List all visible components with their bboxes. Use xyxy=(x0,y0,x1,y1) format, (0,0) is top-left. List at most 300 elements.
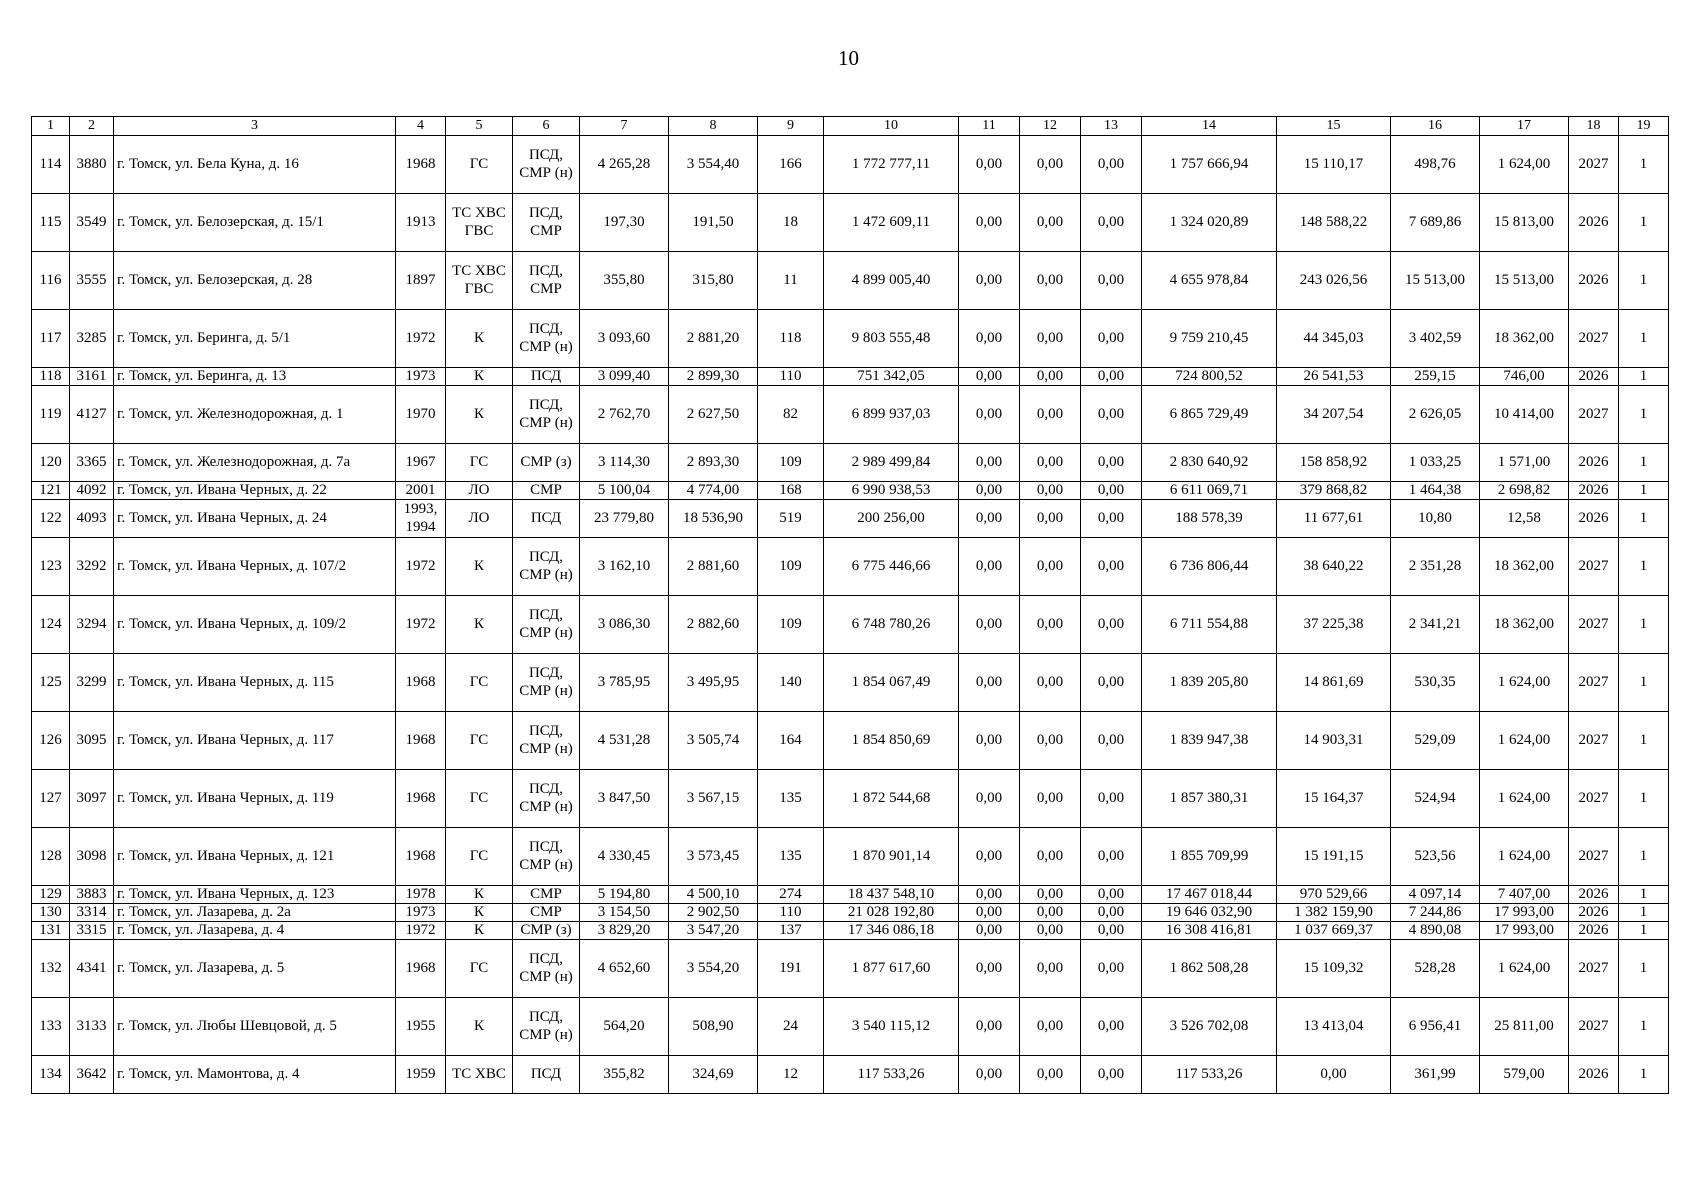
table-cell: 530,35 xyxy=(1391,654,1480,712)
table-cell: 9 803 555,48 xyxy=(824,310,959,368)
table-cell: 14 903,31 xyxy=(1277,712,1391,770)
table-cell: 1 xyxy=(1619,386,1669,444)
table-cell: 6 775 446,66 xyxy=(824,538,959,596)
table-cell: 17 993,00 xyxy=(1480,904,1569,922)
table-cell: СМР xyxy=(513,904,580,922)
table-cell: 1 xyxy=(1619,940,1669,998)
column-number-header: 18 xyxy=(1569,117,1619,136)
table-cell: 1972 xyxy=(396,538,446,596)
table-cell: 0,00 xyxy=(1081,482,1142,500)
page-number: 10 xyxy=(838,46,859,70)
table-cell: 0,00 xyxy=(1081,310,1142,368)
table-cell: 2027 xyxy=(1569,654,1619,712)
table-cell: 168 xyxy=(758,482,824,500)
table-cell: 3292 xyxy=(70,538,114,596)
table-cell: 140 xyxy=(758,654,824,712)
table-cell: 1 xyxy=(1619,310,1669,368)
table-cell: 1968 xyxy=(396,828,446,886)
table-cell: 0,00 xyxy=(1020,940,1081,998)
table-cell: 1 xyxy=(1619,596,1669,654)
table-cell: 2 882,60 xyxy=(669,596,758,654)
table-cell: 0,00 xyxy=(1081,136,1142,194)
table-cell: ПСД, СМР xyxy=(513,252,580,310)
table-cell: 2026 xyxy=(1569,444,1619,482)
table-cell: 0,00 xyxy=(1081,538,1142,596)
table-cell: ТС ХВС ГВС xyxy=(446,252,513,310)
table-cell: 1 xyxy=(1619,252,1669,310)
table-cell: 191 xyxy=(758,940,824,998)
table-cell: 1968 xyxy=(396,654,446,712)
table-cell: 10 414,00 xyxy=(1480,386,1569,444)
table-cell: 3 154,50 xyxy=(580,904,669,922)
table-cell: 7 407,00 xyxy=(1480,886,1569,904)
table-cell: 2027 xyxy=(1569,998,1619,1056)
table-cell: 1 854 850,69 xyxy=(824,712,959,770)
table-cell: 3 402,59 xyxy=(1391,310,1480,368)
table-cell: 0,00 xyxy=(1020,998,1081,1056)
table-cell: 1 839 205,80 xyxy=(1142,654,1277,712)
table-cell: 2027 xyxy=(1569,596,1619,654)
table-cell: 24 xyxy=(758,998,824,1056)
table-cell: 0,00 xyxy=(1081,922,1142,940)
table-cell: г. Томск, ул. Лазарева, д. 5 xyxy=(114,940,396,998)
table-cell: 0,00 xyxy=(959,904,1020,922)
table-cell: 118 xyxy=(758,310,824,368)
table-cell: 2 351,28 xyxy=(1391,538,1480,596)
table-body xyxy=(32,136,1669,1094)
table-cell: 0,00 xyxy=(959,500,1020,538)
table-row xyxy=(32,596,1669,654)
table-cell: ПСД, СМР (н) xyxy=(513,310,580,368)
table-row xyxy=(32,922,1669,940)
table-cell: 158 858,92 xyxy=(1277,444,1391,482)
table-cell: г. Томск, ул. Ивана Черных, д. 121 xyxy=(114,828,396,886)
table-cell: ГС xyxy=(446,940,513,998)
table-cell: ГС xyxy=(446,828,513,886)
table-cell: 0,00 xyxy=(1020,828,1081,886)
table-cell: 197,30 xyxy=(580,194,669,252)
table-cell: 0,00 xyxy=(959,940,1020,998)
table-cell: 1973 xyxy=(396,368,446,386)
table-cell: 133 xyxy=(32,998,70,1056)
table-cell: 2027 xyxy=(1569,770,1619,828)
table-cell: 15 164,37 xyxy=(1277,770,1391,828)
table-cell: 82 xyxy=(758,386,824,444)
table-cell: 3 785,95 xyxy=(580,654,669,712)
table-cell: 529,09 xyxy=(1391,712,1480,770)
table-cell: 2001 xyxy=(396,482,446,500)
table-cell: 1 854 067,49 xyxy=(824,654,959,712)
table-cell: 2026 xyxy=(1569,368,1619,386)
table-cell: 125 xyxy=(32,654,70,712)
table-cell: 0,00 xyxy=(1020,904,1081,922)
table-row xyxy=(32,444,1669,482)
table-cell: 1 877 617,60 xyxy=(824,940,959,998)
table-cell: 0,00 xyxy=(1081,252,1142,310)
table-cell: 0,00 xyxy=(959,310,1020,368)
column-number-header: 16 xyxy=(1391,117,1480,136)
table-cell: ГС xyxy=(446,654,513,712)
table-cell: 1 xyxy=(1619,500,1669,538)
table-cell: 0,00 xyxy=(1081,1056,1142,1094)
table-cell: 0,00 xyxy=(1020,596,1081,654)
table-cell: 0,00 xyxy=(1020,368,1081,386)
table-cell: 1 xyxy=(1619,770,1669,828)
table-cell: 0,00 xyxy=(1081,654,1142,712)
table-cell: 0,00 xyxy=(1020,500,1081,538)
table-cell: 0,00 xyxy=(959,654,1020,712)
table-cell: 0,00 xyxy=(1020,310,1081,368)
table-cell: 0,00 xyxy=(1020,1056,1081,1094)
table-cell: К xyxy=(446,368,513,386)
table-cell: 3 093,60 xyxy=(580,310,669,368)
table-cell: 3 847,50 xyxy=(580,770,669,828)
table-cell: 2026 xyxy=(1569,886,1619,904)
table-cell: 1 xyxy=(1619,998,1669,1056)
table-cell: 0,00 xyxy=(1081,940,1142,998)
table-cell: 110 xyxy=(758,904,824,922)
table-cell: 2027 xyxy=(1569,538,1619,596)
table-cell: 3 114,30 xyxy=(580,444,669,482)
table-cell: 2027 xyxy=(1569,828,1619,886)
table-cell: 5 100,04 xyxy=(580,482,669,500)
table-cell: 4 265,28 xyxy=(580,136,669,194)
table-cell: ПСД, СМР (н) xyxy=(513,770,580,828)
table-cell: 26 541,53 xyxy=(1277,368,1391,386)
table-cell: 3555 xyxy=(70,252,114,310)
table-row xyxy=(32,828,1669,886)
table-cell: 0,00 xyxy=(1020,194,1081,252)
column-number-header: 10 xyxy=(824,117,959,136)
table-cell: 132 xyxy=(32,940,70,998)
column-number-row xyxy=(32,117,1669,136)
table-cell: 188 578,39 xyxy=(1142,500,1277,538)
table-cell: ПСД, СМР (н) xyxy=(513,596,580,654)
table-cell: 0,00 xyxy=(959,886,1020,904)
table-cell: 3 829,20 xyxy=(580,922,669,940)
table-cell: 18 xyxy=(758,194,824,252)
table-cell: 3 495,95 xyxy=(669,654,758,712)
table-cell: 0,00 xyxy=(959,368,1020,386)
table-cell: 2027 xyxy=(1569,940,1619,998)
table-cell: 2 881,20 xyxy=(669,310,758,368)
table-cell: 2027 xyxy=(1569,712,1619,770)
table-cell: 0,00 xyxy=(1081,712,1142,770)
table-cell: 6 748 780,26 xyxy=(824,596,959,654)
table-cell: 0,00 xyxy=(1020,922,1081,940)
table-cell: 2 341,21 xyxy=(1391,596,1480,654)
table-cell: 12 xyxy=(758,1056,824,1094)
table-cell: ПСД, СМР (н) xyxy=(513,940,580,998)
table-cell: 2 627,50 xyxy=(669,386,758,444)
table-cell: 0,00 xyxy=(1020,886,1081,904)
table-cell: 121 xyxy=(32,482,70,500)
table-cell: 129 xyxy=(32,886,70,904)
table-cell: 259,15 xyxy=(1391,368,1480,386)
table-cell: ПСД, СМР (н) xyxy=(513,828,580,886)
table-cell: 3095 xyxy=(70,712,114,770)
table-cell: 191,50 xyxy=(669,194,758,252)
table-cell: г. Томск, ул. Беринга, д. 13 xyxy=(114,368,396,386)
table-cell: 1972 xyxy=(396,310,446,368)
table-cell: 1 037 669,37 xyxy=(1277,922,1391,940)
table-cell: 116 xyxy=(32,252,70,310)
table-cell: 0,00 xyxy=(959,538,1020,596)
table-cell: ПСД, СМР (н) xyxy=(513,712,580,770)
table-cell: ПСД, СМР (н) xyxy=(513,538,580,596)
table-cell: 1 xyxy=(1619,482,1669,500)
table-cell: 7 689,86 xyxy=(1391,194,1480,252)
table-cell: 1 624,00 xyxy=(1480,828,1569,886)
table-cell: 1959 xyxy=(396,1056,446,1094)
table-cell: г. Томск, ул. Белозерская, д. 15/1 xyxy=(114,194,396,252)
table-cell: 1968 xyxy=(396,940,446,998)
table-row xyxy=(32,654,1669,712)
column-number-header: 4 xyxy=(396,117,446,136)
table-cell: 3 554,20 xyxy=(669,940,758,998)
table-cell: 37 225,38 xyxy=(1277,596,1391,654)
table-cell: 4092 xyxy=(70,482,114,500)
table-cell: К xyxy=(446,998,513,1056)
table-cell: 110 xyxy=(758,368,824,386)
table-row xyxy=(32,500,1669,538)
table-cell: 2 698,82 xyxy=(1480,482,1569,500)
table-cell: 0,00 xyxy=(1081,194,1142,252)
table-cell: 4093 xyxy=(70,500,114,538)
table-cell: 4 655 978,84 xyxy=(1142,252,1277,310)
table-cell: 243 026,56 xyxy=(1277,252,1391,310)
table-cell: 0,00 xyxy=(1020,444,1081,482)
column-number-header: 19 xyxy=(1619,117,1669,136)
table-cell: 4 774,00 xyxy=(669,482,758,500)
table-cell: 17 467 018,44 xyxy=(1142,886,1277,904)
table-cell: 4 899 005,40 xyxy=(824,252,959,310)
table-cell: 1 472 609,11 xyxy=(824,194,959,252)
table-cell: г. Томск, ул. Бела Куна, д. 16 xyxy=(114,136,396,194)
table-cell: ПСД, СМР (н) xyxy=(513,136,580,194)
table-cell: 0,00 xyxy=(1081,386,1142,444)
table-cell: г. Томск, ул. Ивана Черных, д. 22 xyxy=(114,482,396,500)
table-cell: 508,90 xyxy=(669,998,758,1056)
table-cell: 1 xyxy=(1619,368,1669,386)
table-cell: 379 868,82 xyxy=(1277,482,1391,500)
table-cell: 15 109,32 xyxy=(1277,940,1391,998)
table-cell: 1968 xyxy=(396,136,446,194)
table-cell: г. Томск, ул. Ивана Черных, д. 115 xyxy=(114,654,396,712)
table-row xyxy=(32,940,1669,998)
table-cell: 18 536,90 xyxy=(669,500,758,538)
table-cell: 0,00 xyxy=(959,482,1020,500)
table-cell: 0,00 xyxy=(1020,252,1081,310)
table-cell: 6 865 729,49 xyxy=(1142,386,1277,444)
table-cell: 9 759 210,45 xyxy=(1142,310,1277,368)
table-cell: 109 xyxy=(758,538,824,596)
table-cell: 1968 xyxy=(396,712,446,770)
table-cell: 0,00 xyxy=(1277,1056,1391,1094)
column-number-header: 8 xyxy=(669,117,758,136)
table-cell: 3 567,15 xyxy=(669,770,758,828)
table-cell: 0,00 xyxy=(1081,500,1142,538)
table-cell: ТС ХВС xyxy=(446,1056,513,1094)
table-cell: 2 989 499,84 xyxy=(824,444,959,482)
table-cell: 564,20 xyxy=(580,998,669,1056)
table-cell: 1 624,00 xyxy=(1480,712,1569,770)
table-cell: 1967 xyxy=(396,444,446,482)
table-cell: 131 xyxy=(32,922,70,940)
table-cell: 18 362,00 xyxy=(1480,538,1569,596)
table-cell: К xyxy=(446,538,513,596)
table-cell: г. Томск, ул. Ивана Черных, д. 109/2 xyxy=(114,596,396,654)
table-cell: 4341 xyxy=(70,940,114,998)
table-cell: 117 533,26 xyxy=(1142,1056,1277,1094)
table-cell: 2026 xyxy=(1569,482,1619,500)
table-cell: 3133 xyxy=(70,998,114,1056)
table-row xyxy=(32,904,1669,922)
column-number-header: 14 xyxy=(1142,117,1277,136)
table-cell: 1 870 901,14 xyxy=(824,828,959,886)
table-cell: г. Томск, ул. Ивана Черных, д. 107/2 xyxy=(114,538,396,596)
table-cell: 0,00 xyxy=(959,770,1020,828)
table-cell: 1 857 380,31 xyxy=(1142,770,1277,828)
table-cell: 4 097,14 xyxy=(1391,886,1480,904)
table-cell: 13 413,04 xyxy=(1277,998,1391,1056)
table-cell: ГС xyxy=(446,712,513,770)
table-cell: 16 308 416,81 xyxy=(1142,922,1277,940)
table-cell: 1972 xyxy=(396,596,446,654)
table-cell: ПСД, СМР (н) xyxy=(513,386,580,444)
table-cell: 1 624,00 xyxy=(1480,940,1569,998)
table-cell: 123 xyxy=(32,538,70,596)
table-cell: 0,00 xyxy=(1081,886,1142,904)
table-cell: 2 893,30 xyxy=(669,444,758,482)
table-cell: СМР xyxy=(513,482,580,500)
table-cell: 1 033,25 xyxy=(1391,444,1480,482)
column-number-header: 7 xyxy=(580,117,669,136)
table-cell: 0,00 xyxy=(959,136,1020,194)
table-cell: г. Томск, ул. Любы Шевцовой, д. 5 xyxy=(114,998,396,1056)
table-cell: 34 207,54 xyxy=(1277,386,1391,444)
table-cell: 130 xyxy=(32,904,70,922)
table-cell: 1 xyxy=(1619,1056,1669,1094)
table-cell: 3 505,74 xyxy=(669,712,758,770)
table-cell: 3642 xyxy=(70,1056,114,1094)
table-cell: 361,99 xyxy=(1391,1056,1480,1094)
table-cell: 0,00 xyxy=(959,596,1020,654)
table-cell: 4 890,08 xyxy=(1391,922,1480,940)
table-cell: г. Томск, ул. Ивана Черных, д. 123 xyxy=(114,886,396,904)
table-cell: 1955 xyxy=(396,998,446,1056)
table-cell: 11 677,61 xyxy=(1277,500,1391,538)
table-cell: 6 711 554,88 xyxy=(1142,596,1277,654)
table-cell: 4 652,60 xyxy=(580,940,669,998)
table-cell: 1 324 020,89 xyxy=(1142,194,1277,252)
table-cell: 2026 xyxy=(1569,252,1619,310)
table-cell: 2 899,30 xyxy=(669,368,758,386)
table-cell: 2 902,50 xyxy=(669,904,758,922)
table-cell: 0,00 xyxy=(959,386,1020,444)
table-cell: СМР xyxy=(513,886,580,904)
column-number-header: 12 xyxy=(1020,117,1081,136)
table-cell: 3314 xyxy=(70,904,114,922)
table-cell: 2026 xyxy=(1569,194,1619,252)
table-cell: 1 624,00 xyxy=(1480,770,1569,828)
table-cell: 0,00 xyxy=(1081,904,1142,922)
table-cell: 1 624,00 xyxy=(1480,136,1569,194)
table-cell: 11 xyxy=(758,252,824,310)
table-cell: 38 640,22 xyxy=(1277,538,1391,596)
table-cell: г. Томск, ул. Железнодорожная, д. 1 xyxy=(114,386,396,444)
data-table xyxy=(31,116,1669,1094)
table-cell: 1972 xyxy=(396,922,446,940)
table-cell: 14 861,69 xyxy=(1277,654,1391,712)
table-cell: К xyxy=(446,310,513,368)
table-cell: 15 513,00 xyxy=(1391,252,1480,310)
table-cell: 124 xyxy=(32,596,70,654)
table-cell: 2026 xyxy=(1569,1056,1619,1094)
table-cell: 109 xyxy=(758,444,824,482)
table-cell: 15 110,17 xyxy=(1277,136,1391,194)
table-cell: 115 xyxy=(32,194,70,252)
table-row xyxy=(32,482,1669,500)
table-cell: 0,00 xyxy=(1081,828,1142,886)
table-cell: г. Томск, ул. Ивана Черных, д. 119 xyxy=(114,770,396,828)
column-number-header: 5 xyxy=(446,117,513,136)
table-row xyxy=(32,386,1669,444)
table-cell: 355,82 xyxy=(580,1056,669,1094)
table-cell: 126 xyxy=(32,712,70,770)
table-cell: 135 xyxy=(758,828,824,886)
table-cell: 3299 xyxy=(70,654,114,712)
table-cell: 324,69 xyxy=(669,1056,758,1094)
table-cell: 1 624,00 xyxy=(1480,654,1569,712)
column-number-header: 13 xyxy=(1081,117,1142,136)
column-number-header: 1 xyxy=(32,117,70,136)
table-cell: 3 573,45 xyxy=(669,828,758,886)
table-cell: 0,00 xyxy=(1081,596,1142,654)
table-row xyxy=(32,998,1669,1056)
table-cell: 1 xyxy=(1619,922,1669,940)
table-cell: ГС xyxy=(446,770,513,828)
table-cell: 3365 xyxy=(70,444,114,482)
table-cell: 10,80 xyxy=(1391,500,1480,538)
table-cell: 0,00 xyxy=(959,194,1020,252)
table-cell: 0,00 xyxy=(1020,654,1081,712)
table-cell: К xyxy=(446,386,513,444)
table-cell: 18 362,00 xyxy=(1480,310,1569,368)
table-cell: 3 099,40 xyxy=(580,368,669,386)
table-cell: 1 839 947,38 xyxy=(1142,712,1277,770)
table-cell: 25 811,00 xyxy=(1480,998,1569,1056)
table-cell: 0,00 xyxy=(959,1056,1020,1094)
table-cell: ПСД xyxy=(513,500,580,538)
table-cell: 3285 xyxy=(70,310,114,368)
table-cell: 0,00 xyxy=(1020,712,1081,770)
table-cell: 15 813,00 xyxy=(1480,194,1569,252)
table-cell: 1 xyxy=(1619,654,1669,712)
table-cell: 1 xyxy=(1619,886,1669,904)
table-cell: 2 881,60 xyxy=(669,538,758,596)
table-cell: 1 xyxy=(1619,828,1669,886)
table-cell: 2026 xyxy=(1569,922,1619,940)
table-cell: 355,80 xyxy=(580,252,669,310)
table-cell: 2026 xyxy=(1569,904,1619,922)
table-cell: 1 571,00 xyxy=(1480,444,1569,482)
table-cell: 3880 xyxy=(70,136,114,194)
table-cell: К xyxy=(446,596,513,654)
table-cell: 119 xyxy=(32,386,70,444)
table-cell: 114 xyxy=(32,136,70,194)
table-cell: 17 993,00 xyxy=(1480,922,1569,940)
